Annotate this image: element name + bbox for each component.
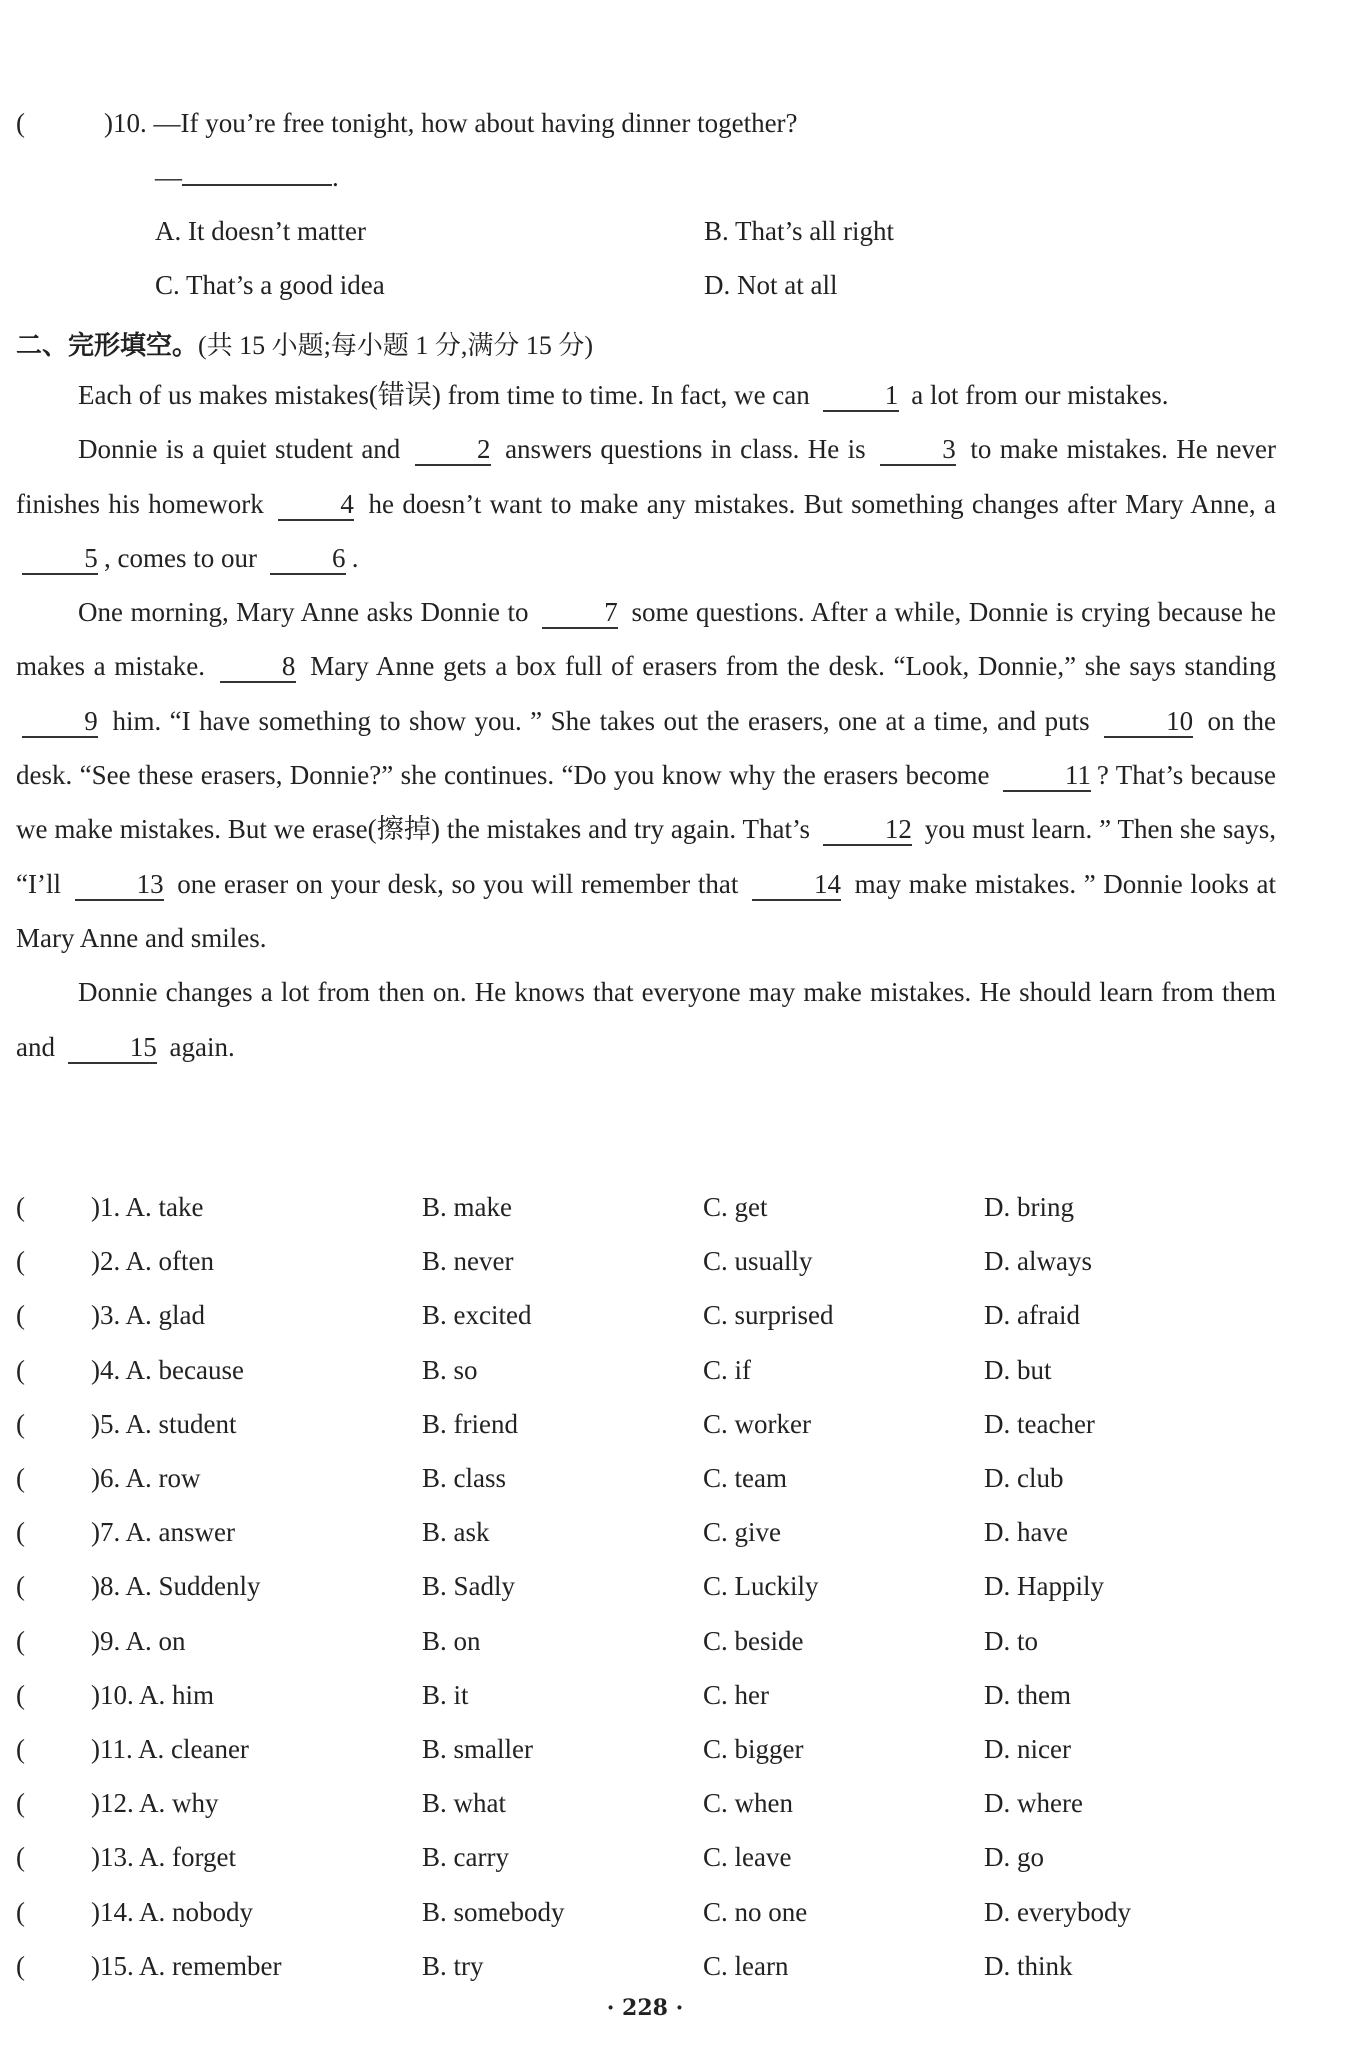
option-a: )10. A. him — [91, 1679, 215, 1710]
passage-text: , comes to our — [104, 542, 257, 573]
paragraph-3 — [16, 585, 1276, 965]
answer-paren: ( — [16, 1571, 25, 1602]
choice-row — [16, 1842, 1276, 1896]
option-a: )8. A. Suddenly — [91, 1571, 261, 1602]
option-c: C. usually — [703, 1246, 813, 1277]
option-c: C. That’s a good idea — [155, 270, 385, 300]
option-a: )12. A. why — [91, 1788, 219, 1819]
answer-paren: ( — [16, 1679, 25, 1710]
question-10-reply — [155, 162, 339, 193]
section-title: 二、完形填空。 — [16, 331, 199, 361]
option-b: B. try — [422, 1950, 484, 1981]
option-c: C. get — [703, 1192, 768, 1222]
passage-text: . — [351, 542, 359, 573]
option-c: C. beside — [703, 1625, 804, 1656]
page-number: · 228 · — [606, 1995, 684, 2021]
option-d: D. afraid — [984, 1300, 1080, 1331]
blank-5: 5 — [22, 543, 98, 575]
choice-row — [16, 1192, 1276, 1246]
answer-paren: ( — [16, 108, 25, 138]
option-a: A. It doesn’t matter — [155, 216, 366, 246]
option-c: C. no one — [703, 1896, 808, 1927]
passage-text: one eraser on your desk, so you will remember that — [177, 868, 739, 899]
option-d: D. always — [984, 1246, 1092, 1277]
passage-text: Each of us makes mistakes(错误) from time to time. In fact, we can — [78, 380, 810, 410]
option-d: D. them — [984, 1679, 1071, 1710]
passage-text: One morning, Mary Anne asks Donnie to — [78, 597, 529, 628]
blank-3: 3 — [880, 434, 956, 466]
passage-text: to make mistakes. He never finishes his homework — [16, 434, 1277, 519]
option-d: D. but — [984, 1354, 1052, 1385]
reply-blank — [182, 162, 332, 186]
passage-text: answers questions in class. He is — [505, 434, 866, 465]
answer-paren: ( — [16, 1734, 25, 1764]
option-b: B. on — [422, 1625, 481, 1656]
passage-text: Mary Anne gets a box full of erasers from the desk. “Look, Donnie,” she says standing — [310, 651, 1277, 682]
choice-row — [16, 1626, 1276, 1680]
answer-paren: ( — [16, 1463, 25, 1493]
choice-row — [16, 1734, 1276, 1788]
answer-paren: ( — [16, 1950, 25, 1981]
answer-paren: ( — [16, 1300, 25, 1331]
choice-row — [16, 1246, 1276, 1300]
option-a: )5. A. student — [91, 1408, 237, 1439]
passage-text: some questions. After a while, Donnie is crying because he makes a mistake. — [16, 597, 1276, 682]
option-d: D. Not at all — [704, 270, 838, 300]
answer-paren: ( — [16, 1517, 25, 1548]
choice-row — [16, 1463, 1276, 1517]
option-c: C. leave — [703, 1842, 792, 1873]
option-a: )7. A. answer — [91, 1517, 235, 1548]
blank-7: 7 — [542, 597, 618, 629]
blank-14: 14 — [752, 869, 841, 901]
answer-paren: ( — [16, 1788, 25, 1819]
choice-row — [16, 1300, 1276, 1354]
option-b: B. so — [422, 1354, 478, 1385]
blank-13: 13 — [75, 869, 164, 901]
blank-1: 1 — [823, 380, 899, 412]
passage-text: you must learn. ” Then she says, “I’ll — [16, 814, 1277, 899]
option-b: B. it — [422, 1679, 469, 1710]
option-d: D. club — [984, 1463, 1064, 1493]
question-10-stem — [16, 108, 798, 139]
option-d: D. think — [984, 1950, 1073, 1981]
option-a: )1. A. take — [91, 1192, 204, 1222]
option-b: B. excited — [422, 1300, 532, 1331]
option-a: )11. A. cleaner — [91, 1734, 249, 1764]
answer-paren: ( — [16, 1246, 25, 1277]
section-heading — [16, 325, 593, 362]
answer-paren: ( — [16, 1354, 25, 1385]
option-d: D. teacher — [984, 1408, 1095, 1439]
option-a: )9. A. on — [91, 1625, 186, 1656]
blank-4: 4 — [278, 489, 354, 521]
option-c: C. her — [703, 1679, 769, 1710]
option-c: C. give — [703, 1517, 781, 1548]
option-d: D. bring — [984, 1192, 1074, 1222]
section-note: (共 15 小题;每小题 1 分,满分 15 分) — [198, 331, 594, 360]
blank-2: 2 — [415, 434, 491, 466]
passage-text: a lot from our mistakes. — [911, 380, 1169, 410]
choice-row — [16, 1409, 1276, 1463]
option-b: B. make — [422, 1192, 512, 1222]
option-c: C. bigger — [703, 1734, 804, 1764]
answer-paren: ( — [16, 1408, 25, 1439]
blank-9: 9 — [22, 706, 98, 738]
option-b: B. never — [422, 1246, 514, 1277]
option-b: B. That’s all right — [704, 216, 894, 246]
option-a: )4. A. because — [91, 1354, 244, 1385]
answer-paren: ( — [16, 1842, 25, 1873]
option-a: )13. A. forget — [91, 1842, 236, 1873]
passage-text: Donnie changes a lot from then on. He knows that everyone may make mistakes. He should learn from them and — [16, 977, 1276, 1062]
cloze-passage — [16, 368, 1276, 1074]
option-d: D. go — [984, 1842, 1044, 1873]
option-b: B. Sadly — [422, 1571, 516, 1602]
question-text: )10. —If you’re free tonight, how about having dinner together? — [104, 108, 798, 138]
option-d: D. nicer — [984, 1734, 1071, 1764]
passage-text: again. — [169, 1031, 235, 1062]
option-d: D. where — [984, 1788, 1083, 1819]
blank-6: 6 — [270, 543, 346, 575]
option-c: C. if — [703, 1354, 752, 1385]
paragraph-4 — [16, 965, 1276, 1074]
option-c: C. Luckily — [703, 1571, 819, 1602]
passage-text: he doesn’t want to make any mistakes. But something changes after Mary Anne, a — [368, 488, 1277, 519]
choice-row — [16, 1897, 1276, 1951]
option-d: D. everybody — [984, 1896, 1131, 1927]
option-b: B. class — [422, 1463, 506, 1493]
option-a: )3. A. glad — [91, 1300, 205, 1331]
option-c: C. learn — [703, 1950, 789, 1981]
option-a: )15. A. remember — [91, 1950, 282, 1981]
reply-period: . — [332, 162, 339, 192]
option-a: )2. A. often — [91, 1246, 214, 1277]
passage-text: ? That’s because we make mistakes. But we erase(擦掉) the mistakes and try again. That’s — [16, 760, 1277, 845]
option-b: B. carry — [422, 1842, 509, 1873]
choice-row — [16, 1788, 1276, 1842]
passage-text: Donnie is a quiet student and — [78, 434, 401, 465]
passage-text: on the desk. “See these erasers, Donnie?” she continues. “Do you know why the erasers become — [16, 705, 1276, 791]
answer-paren: ( — [16, 1896, 25, 1927]
blank-15: 15 — [68, 1032, 157, 1064]
choice-row — [16, 1680, 1276, 1734]
reply-dash: — — [155, 162, 182, 192]
option-b: B. what — [422, 1788, 506, 1819]
option-d: D. have — [984, 1517, 1068, 1548]
passage-text: him. “I have something to show you. ” She takes out the erasers, one at a time, and puts — [112, 705, 1090, 736]
option-b: B. somebody — [422, 1896, 565, 1927]
option-c: C. when — [703, 1788, 793, 1819]
option-c: C. worker — [703, 1408, 811, 1439]
choice-row — [16, 1355, 1276, 1409]
answer-paren: ( — [16, 1625, 25, 1656]
option-c: C. surprised — [703, 1300, 834, 1331]
choice-row — [16, 1571, 1276, 1625]
paragraph-1 — [16, 368, 1276, 422]
option-c: C. team — [703, 1463, 787, 1493]
option-d: D. Happily — [984, 1571, 1104, 1602]
passage-text: may make mistakes. ” Donnie looks at Mary Anne and smiles. — [16, 868, 1277, 953]
option-a: )6. A. row — [91, 1463, 201, 1493]
option-b: B. smaller — [422, 1734, 533, 1764]
option-b: B. ask — [422, 1517, 490, 1548]
option-d: D. to — [984, 1625, 1038, 1656]
blank-12: 12 — [823, 814, 912, 846]
blank-11: 11 — [1003, 760, 1091, 792]
blank-10: 10 — [1104, 706, 1193, 738]
option-a: )14. A. nobody — [91, 1896, 253, 1927]
choice-row — [16, 1517, 1276, 1571]
blank-8: 8 — [220, 651, 296, 683]
option-b: B. friend — [422, 1408, 518, 1439]
answer-paren: ( — [16, 1192, 25, 1222]
paragraph-2 — [16, 422, 1276, 585]
